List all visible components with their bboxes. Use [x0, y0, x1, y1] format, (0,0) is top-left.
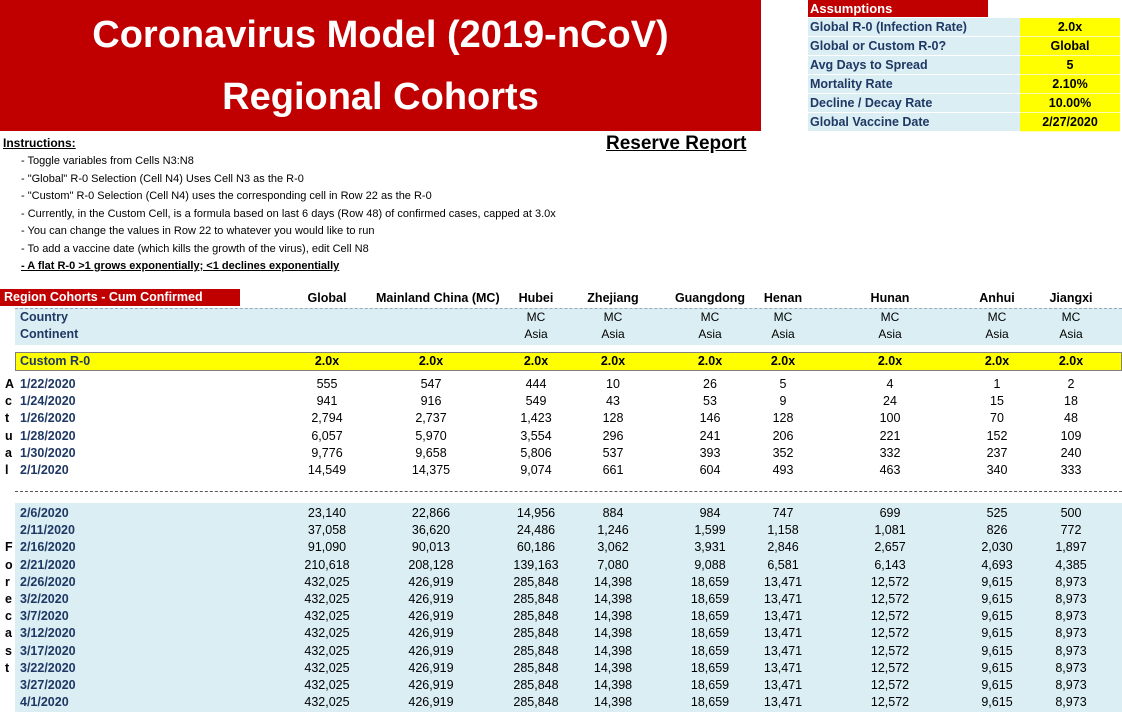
date-cell: 1/30/2020 [20, 445, 76, 460]
assumptions-panel [808, 0, 1120, 132]
data-cell[interactable]: 393 [699, 445, 721, 460]
continent-cell[interactable]: Asia [698, 327, 722, 341]
data-cell[interactable]: 13,471 [763, 626, 803, 641]
assumptions-heading: Assumptions [808, 0, 988, 17]
date-cell: 3/17/2020 [20, 643, 76, 658]
title-line-2: Regional Cohorts [222, 76, 539, 118]
data-cell[interactable]: 18,659 [690, 695, 730, 710]
column-header: Mainland China (MC) [376, 291, 500, 305]
data-cell[interactable]: 241 [699, 428, 721, 443]
data-cell[interactable]: 772 [1060, 523, 1082, 538]
data-cell[interactable]: 2,030 [981, 540, 1013, 555]
actual-side-letter: t [5, 411, 10, 426]
data-cell[interactable]: 43 [606, 394, 620, 409]
data-cell[interactable]: 432,025 [304, 592, 350, 606]
data-cell[interactable]: 13,471 [763, 678, 803, 692]
data-cell[interactable]: 285,848 [513, 574, 559, 589]
data-cell[interactable]: 525 [986, 506, 1008, 520]
custom-r0-cell[interactable]: 2.0x [523, 354, 549, 368]
data-cell[interactable]: 12,572 [870, 592, 910, 606]
data-cell[interactable]: 12,572 [870, 574, 910, 589]
data-cell[interactable]: 884 [602, 506, 624, 520]
data-cell[interactable]: 9,615 [981, 626, 1013, 641]
continent-label: Continent [20, 327, 79, 341]
data-cell[interactable]: 8,973 [1055, 695, 1087, 710]
data-cell[interactable]: 14,375 [411, 463, 451, 477]
instructions [3, 136, 556, 276]
assumption-label: Avg Days to Spread [808, 56, 1020, 75]
data-cell[interactable]: 8,973 [1055, 626, 1087, 641]
data-cell[interactable]: 426,919 [408, 574, 454, 589]
data-cell[interactable]: 14,398 [593, 609, 633, 624]
assumption-value-cell[interactable]: Global [1020, 37, 1120, 56]
actual-side-letter: a [5, 445, 12, 460]
data-cell[interactable]: 90,013 [411, 540, 451, 555]
data-cell[interactable]: 13,471 [763, 574, 803, 589]
country-cell[interactable]: MC [880, 310, 900, 324]
assumption-value-cell[interactable]: 10.00% [1020, 94, 1120, 113]
actual-side-letter: A [5, 377, 15, 391]
date-cell: 1/28/2020 [20, 428, 76, 443]
actual-side-letter: u [5, 428, 13, 443]
data-cell[interactable]: 285,848 [513, 643, 559, 658]
data-cell[interactable]: 432,025 [304, 695, 350, 710]
data-cell[interactable]: 18,659 [690, 643, 730, 658]
custom-r0-cell[interactable]: 2.0x [314, 354, 340, 368]
country-cell[interactable]: MC [1061, 310, 1081, 324]
assumption-label: Global Vaccine Date [808, 113, 1020, 132]
data-cell[interactable]: 826 [986, 523, 1008, 538]
data-cell[interactable]: 9 [779, 394, 787, 409]
date-cell: 2/26/2020 [20, 574, 76, 589]
data-cell[interactable]: 426,919 [408, 626, 454, 641]
custom-r0-cell[interactable]: 2.0x [770, 354, 796, 368]
data-cell[interactable]: 13,471 [763, 643, 803, 658]
date-cell: 3/22/2020 [20, 660, 76, 675]
data-cell[interactable]: 14,398 [593, 626, 633, 641]
continent-cell[interactable]: Asia [878, 327, 902, 341]
date-cell: 2/6/2020 [20, 506, 69, 520]
data-cell[interactable]: 549 [525, 394, 547, 409]
custom-r0-cell[interactable]: 2.0x [600, 354, 626, 368]
data-cell[interactable]: 352 [772, 445, 794, 460]
data-cell[interactable]: 432,025 [304, 626, 350, 641]
data-cell[interactable]: 8,973 [1055, 592, 1087, 606]
instruction-line: - You can change the values in Row 22 to whatever you would like to run [21, 225, 375, 237]
data-cell[interactable]: 537 [602, 445, 624, 460]
column-header: Hunan [870, 291, 910, 305]
data-cell[interactable]: 60,186 [516, 540, 556, 555]
data-cell[interactable]: 14,398 [593, 695, 633, 710]
data-cell[interactable]: 128 [772, 411, 794, 426]
data-cell[interactable]: 14,398 [593, 678, 633, 692]
data-cell[interactable]: 296 [602, 428, 624, 443]
data-cell[interactable]: 1,599 [694, 523, 726, 538]
data-cell[interactable]: 14,549 [307, 463, 347, 477]
data-cell[interactable]: 340 [986, 463, 1008, 477]
data-cell[interactable]: 9,658 [415, 445, 447, 460]
column-header: Jiangxi [1049, 291, 1093, 305]
data-cell[interactable]: 426,919 [408, 592, 454, 606]
custom-r0-cell[interactable]: 2.0x [697, 354, 723, 368]
data-cell[interactable]: 10 [606, 377, 620, 391]
data-cell[interactable]: 604 [699, 463, 721, 477]
data-cell[interactable]: 1,158 [767, 523, 799, 538]
data-cell[interactable]: 13,471 [763, 592, 803, 606]
data-cell[interactable]: 22,866 [411, 506, 451, 520]
forecast-side-letter: a [5, 626, 12, 641]
data-cell[interactable]: 426,919 [408, 678, 454, 692]
column-header: Guangdong [674, 291, 746, 305]
data-cell[interactable]: 8,973 [1055, 678, 1087, 692]
data-cell[interactable]: 5,806 [520, 445, 552, 460]
data-cell[interactable]: 128 [602, 411, 624, 426]
data-cell[interactable]: 285,848 [513, 695, 559, 710]
data-cell[interactable]: 53 [703, 394, 717, 409]
data-cell[interactable]: 432,025 [304, 574, 350, 589]
data-cell[interactable]: 444 [525, 377, 547, 391]
assumption-label: Mortality Rate [808, 75, 1020, 94]
assumption-row [808, 75, 1120, 94]
data-cell[interactable]: 221 [879, 428, 901, 443]
forecast-side-letter: F [5, 540, 13, 555]
data-cell[interactable]: 3,931 [694, 540, 726, 555]
date-cell: 3/2/2020 [20, 592, 69, 606]
instruction-line: - "Custom" R-0 Selection (Cell N4) uses the corresponding cell in Row 22 as the R-0 [21, 190, 432, 202]
assumption-row [808, 18, 1120, 37]
data-cell[interactable]: 14,398 [593, 574, 633, 589]
assumption-row [808, 56, 1120, 75]
date-cell: 2/11/2020 [20, 523, 75, 538]
data-cell[interactable]: 26 [703, 377, 717, 391]
data-cell[interactable]: 18,659 [690, 592, 730, 606]
custom-r0-cell[interactable]: 2.0x [418, 354, 444, 368]
data-cell[interactable]: 14,398 [593, 643, 633, 658]
continent-cell[interactable]: Asia [985, 327, 1009, 341]
data-cell[interactable]: 285,848 [513, 678, 559, 692]
data-cell[interactable]: 6,581 [767, 557, 799, 572]
data-cell[interactable]: 12,572 [870, 695, 910, 710]
instruction-line: - "Global" R-0 Selection (Cell N4) Uses Cell N3 as the R-0 [21, 172, 304, 185]
table-heading: Region Cohorts - Cum Confirmed [0, 289, 240, 306]
date-cell: 3/7/2020 [20, 609, 69, 624]
data-cell[interactable]: 9,615 [981, 574, 1013, 589]
data-cell[interactable]: 9,615 [981, 678, 1013, 692]
reserve-report-link[interactable]: Reserve Report [606, 133, 747, 154]
column-header: Zhejiang [587, 291, 639, 305]
data-cell[interactable]: 12,572 [870, 626, 910, 641]
data-cell[interactable]: 1,423 [520, 411, 552, 426]
data-cell[interactable]: 2 [1067, 377, 1075, 391]
country-cell[interactable]: MC [603, 310, 623, 324]
data-cell[interactable]: 12,572 [870, 609, 910, 624]
data-cell[interactable]: 463 [879, 463, 901, 477]
data-cell[interactable]: 13,471 [763, 695, 803, 710]
instruction-line: - Toggle variables from Cells N3:N8 [21, 155, 194, 167]
instruction-line: - A flat R-0 >1 grows exponentially; <1 declines exponentially [21, 260, 340, 272]
data-cell[interactable]: 432,025 [304, 660, 350, 675]
data-cell[interactable]: 285,848 [513, 660, 559, 675]
country-cell[interactable]: MC [700, 310, 720, 324]
data-cell[interactable]: 18,659 [690, 574, 730, 589]
data-cell[interactable]: 333 [1060, 463, 1082, 477]
data-cell[interactable]: 18,659 [690, 626, 730, 641]
data-cell[interactable]: 15 [990, 394, 1004, 409]
data-cell[interactable]: 9,088 [694, 557, 726, 572]
data-cell[interactable]: 426,919 [408, 660, 454, 675]
data-cell[interactable]: 100 [879, 411, 901, 426]
data-cell[interactable]: 37,058 [307, 523, 347, 538]
data-cell[interactable]: 12,572 [870, 660, 910, 675]
actual-side-letter: c [5, 394, 12, 409]
data-cell[interactable]: 8,973 [1055, 574, 1087, 589]
data-cell[interactable]: 747 [772, 506, 794, 520]
continent-cell[interactable]: Asia [771, 327, 795, 341]
data-cell[interactable]: 4,693 [981, 557, 1013, 572]
data-cell[interactable]: 146 [699, 411, 721, 426]
data-cell[interactable]: 13,471 [763, 609, 803, 624]
data-cell[interactable]: 36,620 [411, 523, 451, 538]
date-cell: 2/1/2020 [20, 463, 69, 477]
data-cell[interactable]: 332 [879, 445, 901, 460]
date-cell: 2/16/2020 [20, 540, 76, 555]
assumption-value-cell[interactable]: 2.0x [1020, 18, 1120, 37]
data-cell[interactable]: 206 [772, 428, 794, 443]
country-cell[interactable]: MC [773, 310, 793, 324]
data-cell[interactable]: 4 [886, 377, 894, 391]
custom-r0-cell[interactable]: 2.0x [877, 354, 903, 368]
column-header: Hubei [518, 291, 554, 305]
data-cell[interactable]: 13,471 [763, 660, 803, 675]
data-cell[interactable]: 9,615 [981, 660, 1013, 675]
data-cell[interactable]: 285,848 [513, 626, 559, 641]
data-cell[interactable]: 24 [883, 394, 897, 409]
data-cell[interactable]: 14,956 [516, 506, 556, 520]
data-cell[interactable]: 6,143 [874, 557, 906, 572]
data-cell[interactable]: 9,615 [981, 609, 1013, 624]
date-cell: 1/22/2020 [20, 377, 76, 391]
data-cell[interactable]: 1 [993, 377, 1001, 391]
data-cell[interactable]: 23,140 [307, 506, 347, 520]
data-cell[interactable]: 1,081 [874, 523, 906, 538]
data-cell[interactable]: 208,128 [408, 557, 454, 572]
data-cell[interactable]: 426,919 [408, 643, 454, 658]
data-cell[interactable]: 8,973 [1055, 609, 1087, 624]
data-cell[interactable]: 661 [602, 463, 624, 477]
data-cell[interactable]: 14,398 [593, 592, 633, 606]
data-cell[interactable]: 9,615 [981, 695, 1013, 710]
continent-cell[interactable]: Asia [601, 327, 625, 341]
data-cell[interactable]: 2,657 [874, 540, 906, 555]
column-header: Anhui [979, 291, 1015, 305]
custom-r0-cell[interactable]: 2.0x [984, 354, 1010, 368]
data-cell[interactable]: 14,398 [593, 660, 633, 675]
assumption-row [808, 113, 1120, 132]
data-cell[interactable]: 1,246 [597, 523, 629, 538]
title-line-1: Coronavirus Model (2019-nCoV) [92, 14, 669, 56]
data-cell[interactable]: 432,025 [304, 643, 350, 658]
data-cell[interactable]: 8,973 [1055, 643, 1087, 658]
data-cell[interactable]: 210,618 [304, 557, 350, 572]
data-cell[interactable]: 9,776 [311, 445, 343, 460]
forecast-side-letter: e [5, 592, 12, 606]
data-cell[interactable]: 9,074 [520, 463, 552, 477]
section-divider [15, 491, 1122, 492]
data-cell[interactable]: 18,659 [690, 609, 730, 624]
continent-cell[interactable]: Asia [1059, 327, 1083, 341]
data-cell[interactable]: 9,615 [981, 592, 1013, 606]
assumption-value-cell[interactable]: 2.10% [1020, 75, 1120, 94]
assumption-row [808, 94, 1120, 113]
data-cell[interactable]: 941 [316, 394, 338, 409]
data-cell[interactable]: 109 [1060, 428, 1082, 443]
data-cell[interactable]: 240 [1060, 445, 1082, 460]
forecast-side-letter: o [5, 557, 13, 572]
country-cell[interactable]: MC [987, 310, 1007, 324]
data-cell[interactable]: 432,025 [304, 609, 350, 624]
assumption-value-cell[interactable]: 5 [1020, 56, 1120, 75]
continent-cell[interactable]: Asia [524, 327, 548, 341]
data-cell[interactable]: 91,090 [307, 540, 347, 555]
date-cell: 1/24/2020 [20, 394, 76, 409]
instructions-heading: Instructions: [3, 136, 76, 150]
forecast-side-letter: r [5, 574, 10, 589]
title-banner [0, 0, 761, 131]
data-cell[interactable]: 547 [420, 377, 442, 391]
data-cell[interactable]: 426,919 [408, 609, 454, 624]
assumption-row [808, 37, 1120, 56]
data-cell[interactable]: 18 [1064, 394, 1078, 409]
instruction-line: - Currently, in the Custom Cell, is a formula based on last 6 days (Row 48) of confirmed cases, capped at 3.0x [21, 207, 556, 220]
custom-r0-cell[interactable]: 2.0x [1058, 354, 1084, 368]
data-cell[interactable]: 18,659 [690, 660, 730, 675]
data-cell[interactable]: 493 [772, 463, 794, 477]
data-cell[interactable]: 48 [1064, 411, 1078, 426]
date-cell: 2/21/2020 [20, 557, 76, 572]
data-cell[interactable]: 2,846 [767, 540, 799, 555]
data-cell[interactable]: 5 [779, 377, 787, 391]
data-cell[interactable]: 5,970 [415, 428, 447, 443]
assumption-label: Global R-0 (Infection Rate) [808, 18, 1020, 37]
data-cell[interactable]: 432,025 [304, 678, 350, 692]
data-cell[interactable]: 500 [1060, 506, 1082, 520]
data-cell[interactable]: 237 [986, 445, 1008, 460]
data-cell[interactable]: 2,737 [415, 411, 447, 426]
date-cell: 4/1/2020 [20, 695, 69, 710]
column-header: Henan [763, 291, 803, 305]
data-cell[interactable]: 70 [990, 411, 1004, 426]
data-cell[interactable]: 1,897 [1055, 540, 1087, 555]
data-cell[interactable]: 4,385 [1055, 557, 1087, 572]
country-label: Country [20, 310, 68, 324]
data-cell[interactable]: 152 [986, 428, 1008, 443]
custom-r0-label: Custom R-0 [20, 354, 91, 368]
data-cell[interactable]: 12,572 [870, 678, 910, 692]
forecast-side-letter: s [5, 643, 12, 658]
assumption-label: Decline / Decay Rate [808, 94, 1020, 113]
data-cell[interactable]: 699 [879, 506, 901, 520]
data-cell[interactable]: 2,794 [311, 411, 343, 426]
assumption-label: Global or Custom R-0? [808, 37, 1020, 56]
assumption-value-cell[interactable]: 2/27/2020 [1020, 113, 1120, 132]
data-cell[interactable]: 6,057 [311, 428, 343, 443]
column-header: Global [307, 291, 347, 305]
data-cell[interactable]: 7,080 [597, 557, 629, 572]
data-cell[interactable]: 24,486 [516, 523, 556, 538]
data-cell[interactable]: 285,848 [513, 609, 559, 624]
data-cell[interactable]: 555 [316, 377, 338, 391]
data-cell[interactable]: 426,919 [408, 695, 454, 710]
data-cell[interactable]: 139,163 [513, 557, 559, 572]
instruction-line: - To add a vaccine date (which kills the growth of the virus), edit Cell N8 [21, 242, 369, 255]
data-cell[interactable]: 8,973 [1055, 660, 1087, 675]
forecast-side-letter: t [5, 660, 10, 675]
date-cell: 3/12/2020 [20, 626, 76, 641]
forecast-side-letter: c [5, 609, 12, 624]
date-cell: 3/27/2020 [20, 678, 76, 692]
data-cell[interactable]: 984 [699, 506, 721, 520]
data-cell[interactable]: 18,659 [690, 678, 730, 692]
data-cell[interactable]: 12,572 [870, 643, 910, 658]
data-cell[interactable]: 3,554 [520, 428, 552, 443]
data-cell[interactable]: 3,062 [597, 540, 629, 555]
data-cell[interactable]: 285,848 [513, 592, 559, 606]
data-cell[interactable]: 916 [420, 394, 442, 409]
date-cell: 1/26/2020 [20, 411, 76, 426]
data-cell[interactable]: 9,615 [981, 643, 1013, 658]
country-cell[interactable]: MC [526, 310, 546, 324]
actual-side-letter: l [5, 463, 9, 477]
